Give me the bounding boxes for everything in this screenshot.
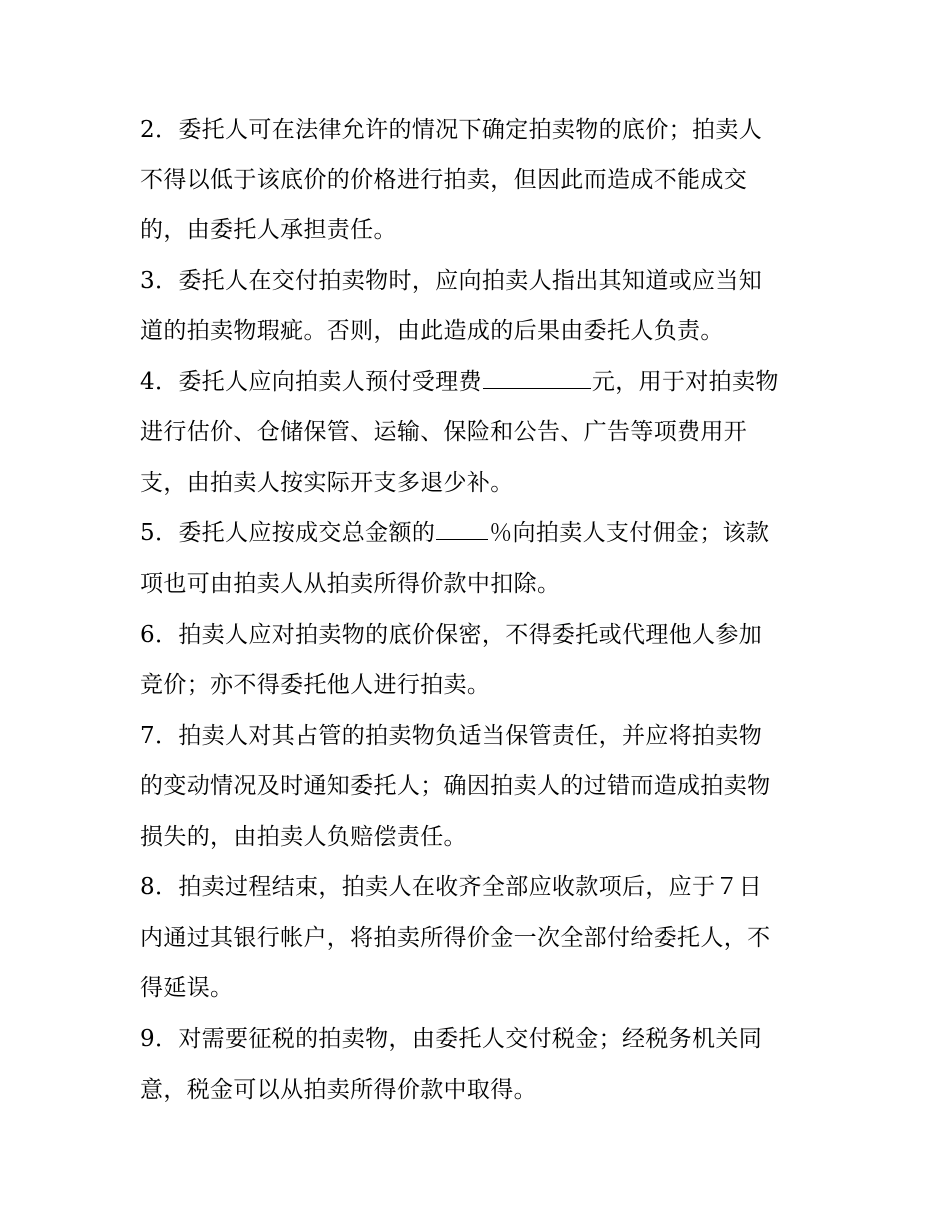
clause-2-line-3: 的，由委托人承担责任。 [140, 217, 397, 243]
clause-5-line-1 [140, 513, 820, 553]
commission-rate-blank [436, 517, 488, 540]
clause-7-line-3: 损失的，由拍卖人负赔偿责任。 [140, 824, 467, 850]
clause-4-text-before-blank: 4．委托人应向拍卖人预付受理费 [140, 369, 482, 395]
clause-7-line-2: 的变动情况及时通知委托人；确因拍卖人的过错而造成拍卖物 [140, 773, 771, 799]
clause-4-line-2: 进行估价、仓储保管、运输、保险和公告、广告等项费用开 [140, 419, 748, 445]
clause-5-text-before-blank: 5．委托人应按成交总金额的 [140, 520, 436, 546]
clause-6-line-1: 6．拍卖人应对拍卖物的底价保密，不得委托或代理他人参加 [140, 622, 763, 648]
clause-9-line-1: 9．对需要征税的拍卖物，由委托人交付税金；经税务机关同 [140, 1026, 763, 1052]
clause-8-line-1: 8．拍卖过程结束，拍卖人在收齐全部应收款项后，应于７日 [140, 874, 763, 900]
clause-9-line-2: 意，税金可以从拍卖所得价款中取得。 [140, 1077, 537, 1103]
clause-5-line-2: 项也可由拍卖人从拍卖所得价款中扣除。 [140, 571, 561, 597]
clause-5-text-after-blank: ％向拍卖人支付佣金；该款 [489, 520, 770, 546]
clause-7-line-1: 7．拍卖人对其占管的拍卖物负适当保管责任，并应将拍卖物 [140, 723, 763, 749]
clause-3-line-1: 3．委托人在交付拍卖物时，应向拍卖人指出其知道或应当知 [140, 268, 763, 294]
clause-4-line-3: 支，由拍卖人按实际开支多退少补。 [140, 470, 514, 496]
acceptance-fee-blank [483, 366, 591, 389]
clause-8-line-3: 得延误。 [140, 975, 234, 1001]
clause-4-text-after-blank: 元，用于对拍卖物 [591, 369, 779, 395]
clause-3-line-2: 道的拍卖物瑕疵。否则，由此造成的后果由委托人负责。 [140, 318, 724, 344]
clause-2-line-1: 2．委托人可在法律允许的情况下确定拍卖物的底价；拍卖人 [140, 117, 763, 143]
clause-4-line-1 [140, 362, 820, 402]
clause-8-line-2: 内通过其银行帐户，将拍卖所得价金一次全部付给委托人，不 [140, 925, 771, 951]
clause-6-line-2: 竞价；亦不得委托他人进行拍卖。 [140, 672, 491, 698]
clause-2-line-2: 不得以低于该底价的价格进行拍卖，但因此而造成不能成交 [140, 167, 748, 193]
